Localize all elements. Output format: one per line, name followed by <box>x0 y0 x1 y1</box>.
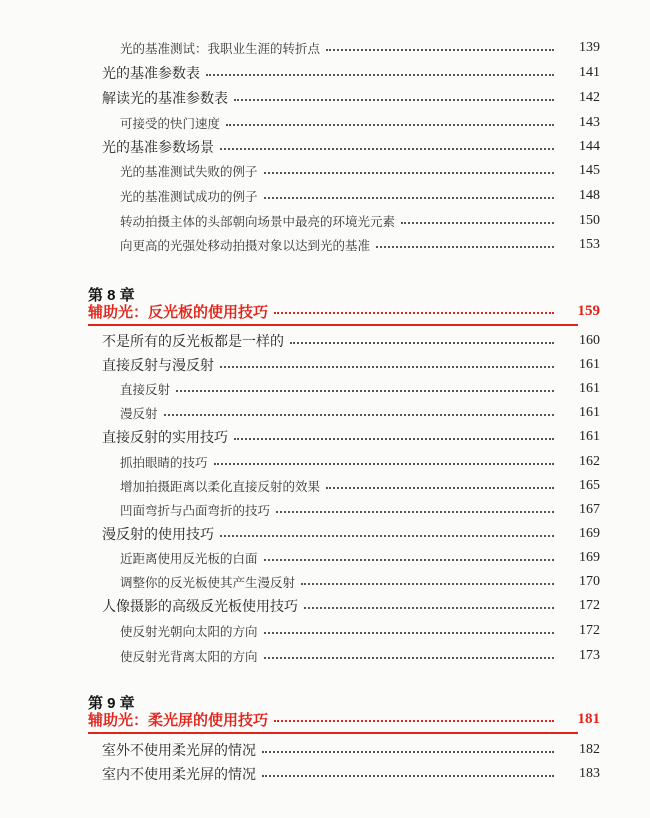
dot-leader <box>234 438 554 440</box>
toc-entry-page: 160 <box>579 333 600 348</box>
toc-entry-title: 可接受的快门速度 <box>120 116 221 131</box>
toc-entry-title: 直接反射的实用技巧 <box>102 429 228 445</box>
toc-entry[interactable] <box>0 425 650 449</box>
toc-entry[interactable] <box>0 61 650 85</box>
dot-leader <box>234 99 554 101</box>
dot-leader <box>206 74 554 76</box>
dot-leader <box>326 49 554 51</box>
chapter-heading[interactable] <box>0 706 650 732</box>
toc-entry[interactable] <box>0 450 650 474</box>
dot-leader <box>276 511 554 513</box>
toc-entry-title: 直接反射与漫反射 <box>102 357 214 373</box>
toc-entry-title: 光的基准测试：我职业生涯的转折点 <box>120 41 321 56</box>
toc-entry-page: 167 <box>579 502 600 517</box>
dot-leader <box>264 559 554 561</box>
dot-leader <box>274 312 554 314</box>
toc-entry-page: 150 <box>579 213 600 228</box>
dot-leader <box>226 124 554 126</box>
toc-entry-page: 161 <box>579 357 600 372</box>
toc-entry-title: 室外不使用柔光屏的情况 <box>102 742 256 758</box>
dot-leader <box>214 463 554 465</box>
chapter-divider <box>88 732 578 734</box>
toc-entry[interactable] <box>0 111 650 135</box>
dot-leader <box>401 222 554 224</box>
toc-entry-title: 不是所有的反光板都是一样的 <box>102 333 284 349</box>
toc-entry-page: 173 <box>579 648 600 663</box>
chapter-title: 辅助光：反光板的使用技巧 <box>88 303 269 321</box>
toc-entry-title: 室内不使用柔光屏的情况 <box>102 766 256 782</box>
dot-leader <box>376 246 554 248</box>
toc-entry-title: 光的基准测试失败的例子 <box>120 164 258 179</box>
toc-entry-page: 143 <box>579 115 600 130</box>
dot-leader <box>264 172 554 174</box>
toc-entry-title: 向更高的光强处移动拍摄对象以达到光的基准 <box>120 238 371 253</box>
toc-entry-page: 170 <box>579 574 600 589</box>
dot-leader <box>220 148 554 150</box>
toc-entry-title: 光的基准参数场景 <box>102 139 214 155</box>
chapter-title: 辅助光：柔光屏的使用技巧 <box>88 711 269 729</box>
toc-entry[interactable] <box>0 86 650 110</box>
toc-entry-title: 漫反射的使用技巧 <box>102 526 214 542</box>
toc-entry[interactable] <box>0 594 650 618</box>
toc-entry[interactable] <box>0 738 650 762</box>
dot-leader <box>262 751 554 753</box>
toc-entry-title: 人像摄影的高级反光板使用技巧 <box>102 598 298 614</box>
toc-entry-page: 141 <box>579 65 600 80</box>
dot-leader <box>301 583 554 585</box>
toc-entry-page: 172 <box>579 623 600 638</box>
dot-leader <box>264 657 554 659</box>
toc-entry-title: 近距离使用反光板的白面 <box>120 551 258 566</box>
toc-entry[interactable] <box>0 36 650 60</box>
toc-entry-page: 153 <box>579 237 600 252</box>
toc-entry[interactable] <box>0 498 650 522</box>
toc-entry-title: 解读光的基准参数表 <box>102 90 228 106</box>
chapter-label: 第 8 章 <box>88 287 135 304</box>
toc-entry-page: 161 <box>579 381 600 396</box>
toc-entry[interactable] <box>0 184 650 208</box>
chapter-heading[interactable] <box>0 298 650 324</box>
toc-entry-page: 161 <box>579 405 600 420</box>
toc-entry[interactable] <box>0 619 650 643</box>
toc-entry[interactable] <box>0 522 650 546</box>
toc-entry-page: 169 <box>579 526 600 541</box>
toc-entry-page: 169 <box>579 550 600 565</box>
chapter-page: 181 <box>577 710 600 727</box>
dot-leader <box>176 390 554 392</box>
toc-entry-page: 165 <box>579 478 600 493</box>
dot-leader <box>326 487 554 489</box>
toc-entry[interactable] <box>0 570 650 594</box>
toc-entry-title: 直接反射 <box>120 382 171 397</box>
toc-entry[interactable] <box>0 644 650 668</box>
toc-entry[interactable] <box>0 135 650 159</box>
toc-entry-page: 142 <box>579 90 600 105</box>
toc-entry[interactable] <box>0 353 650 377</box>
dot-leader <box>164 414 554 416</box>
toc-entry-page: 162 <box>579 454 600 469</box>
toc-entry[interactable] <box>0 401 650 425</box>
toc-entry-title: 光的基准参数表 <box>102 65 200 81</box>
dot-leader <box>274 720 554 722</box>
dot-leader <box>290 342 554 344</box>
toc-entry-title: 光的基准测试成功的例子 <box>120 189 258 204</box>
dot-leader <box>304 607 554 609</box>
toc-entry-page: 183 <box>579 766 600 781</box>
toc-entry-title: 凹面弯折与凸面弯折的技巧 <box>120 503 271 518</box>
toc-entry[interactable] <box>0 762 650 786</box>
toc-entry-page: 144 <box>579 139 600 154</box>
toc-entry[interactable] <box>0 329 650 353</box>
toc-entry-title: 使反射光朝向太阳的方向 <box>120 624 258 639</box>
chapter-divider <box>88 324 578 326</box>
toc-entry[interactable] <box>0 546 650 570</box>
toc-entry-title: 抓拍眼睛的技巧 <box>120 455 208 470</box>
dot-leader <box>264 197 554 199</box>
toc-entry-title: 增加拍摄距离以柔化直接反射的效果 <box>120 479 321 494</box>
toc-entry-page: 161 <box>579 429 600 444</box>
toc-entry[interactable] <box>0 233 650 257</box>
toc-entry-title: 漫反射 <box>120 406 158 421</box>
toc-entry[interactable] <box>0 474 650 498</box>
toc-entry[interactable] <box>0 377 650 401</box>
dot-leader <box>262 775 554 777</box>
dot-leader <box>220 366 554 368</box>
toc-entry-page: 139 <box>579 40 600 55</box>
toc-entry[interactable] <box>0 159 650 183</box>
dot-leader <box>220 535 554 537</box>
toc-entry-title: 调整你的反光板使其产生漫反射 <box>120 575 296 590</box>
toc-entry-page: 145 <box>579 163 600 178</box>
toc-entry-page: 148 <box>579 188 600 203</box>
chapter-label: 第 9 章 <box>88 695 135 712</box>
dot-leader <box>264 632 554 634</box>
toc-entry-title: 转动拍摄主体的头部朝向场景中最亮的环境光元素 <box>120 214 396 229</box>
toc-entry-page: 182 <box>579 742 600 757</box>
toc-entry-page: 172 <box>579 598 600 613</box>
toc-entry[interactable] <box>0 209 650 233</box>
toc-entry-title: 使反射光背离太阳的方向 <box>120 649 258 664</box>
chapter-page: 159 <box>577 302 600 319</box>
